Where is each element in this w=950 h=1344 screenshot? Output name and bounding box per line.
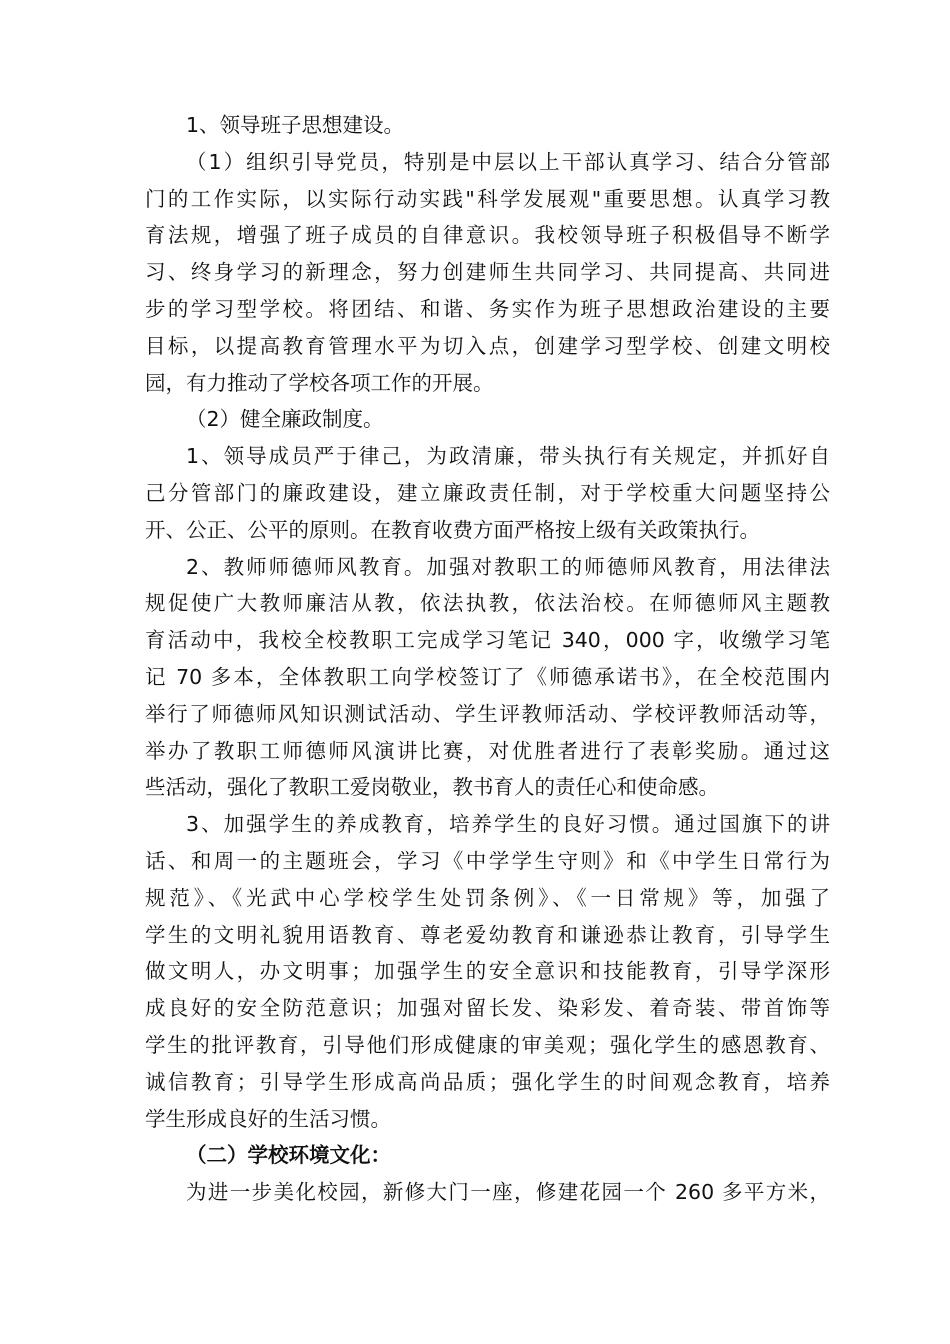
text-line: 记 70 多本，全体教职工向学校签订了《师德承诺书》，在全校范围内 xyxy=(145,664,830,689)
text-line: 2、教师师德师风教育。加强对教职工的师德师风教育，用法律法 xyxy=(186,554,830,579)
text-line: 规促使广大教师廉洁从教，依法执教，依法治校。在师德师风主题教 xyxy=(145,591,830,616)
text-line: 做文明人，办文明事；加强学生的安全意识和技能教育，引导学深形 xyxy=(145,959,830,984)
text-line: 3、加强学生的养成教育，培养学生的良好习惯。通过国旗下的讲 xyxy=(186,812,830,837)
text-line: 学生的文明礼貌用语教育、尊老爱幼教育和谦逊恭让教育，引导学生 xyxy=(145,922,830,947)
text-line: 些活动，强化了教职工爱岗敬业，教书育人的责任心和使命感。 xyxy=(145,775,719,800)
text-line: 育活动中，我校全校教职工完成学习笔记 340，000 字，收缴学习笔 xyxy=(145,628,830,653)
text-line: 话、和周一的主题班会，学习《中学学生守则》和《中学生日常行为 xyxy=(145,848,830,873)
section-heading: （二）学校环境文化： xyxy=(186,1143,391,1168)
text-line: 1、领导成员严于律己，为政清廉，带头执行有关规定，并抓好自 xyxy=(186,444,830,469)
text-line: 举行了师德师风知识测试活动、学生评教师活动、学校评教师活动等， xyxy=(145,701,830,726)
text-line: 园，有力推动了学校各项工作的开展。 xyxy=(145,370,494,395)
text-line: 为进一步美化校园，新修大门一座，修建花园一个 260 多平方米， xyxy=(186,1180,830,1205)
text-line: 1、领导班子思想建设。 xyxy=(186,113,405,137)
text-line: 习、终身学习的新理念，努力创建师生共同学习、共同提高、共同进 xyxy=(145,260,830,285)
document-body xyxy=(145,107,830,1211)
text-line: 步的学习型学校。将团结、和谐、务实作为班子思想政治建设的主要 xyxy=(145,296,830,321)
text-line: （2）健全廉政制度。 xyxy=(186,407,384,432)
text-line: 举办了教职工师德师风演讲比赛，对优胜者进行了表彰奖励。通过这 xyxy=(145,738,830,763)
text-line: 己分管部门的廉政建设，建立廉政责任制，对于学校重大问题坚持公 xyxy=(145,480,830,505)
text-line: 学生形成良好的生活习惯。 xyxy=(145,1106,391,1131)
text-line: 成良好的安全防范意识；加强对留长发、染彩发、着奇装、带首饰等 xyxy=(145,996,830,1021)
text-line: 规范》、《光武中心学校学生处罚条例》、《一日常规》等，加强了 xyxy=(145,885,830,910)
text-line: 育法规，增强了班子成员的自律意识。我校领导班子积极倡导不断学 xyxy=(145,223,830,248)
text-line: 学生的批评教育，引导他们形成健康的审美观；强化学生的感恩教育、 xyxy=(145,1032,830,1057)
text-line: 目标，以提高教育管理水平为切入点，创建学习型学校、创建文明校 xyxy=(145,333,830,358)
text-line: 诚信教育；引导学生形成高尚品质；强化学生的时间观念教育，培养 xyxy=(145,1069,830,1094)
text-line: （1）组织引导党员，特别是中层以上干部认真学习、结合分管部 xyxy=(186,149,830,174)
text-line: 门的工作实际，以实际行动实践"科学发展观"重要思想。认真学习教 xyxy=(145,186,830,211)
text-line: 开、公正、公平的原则。在教育收费方面严格按上级有关政策执行。 xyxy=(145,517,760,542)
